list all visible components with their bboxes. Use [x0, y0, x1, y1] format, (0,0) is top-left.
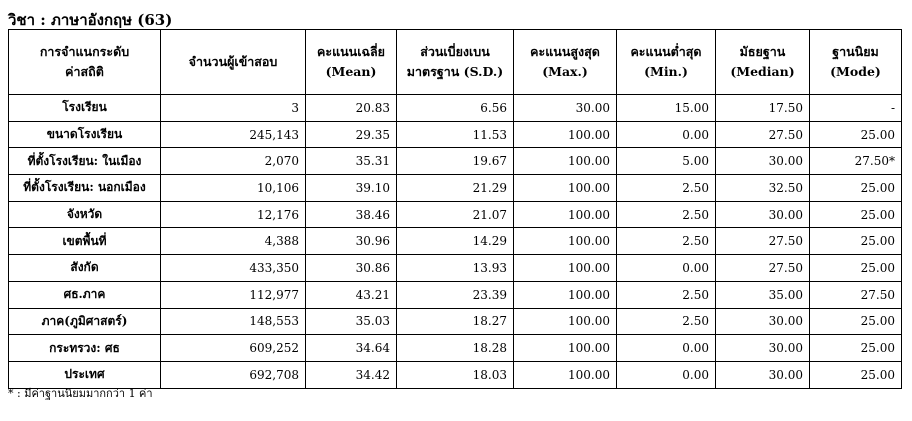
sd-cell: 6.56 — [397, 95, 514, 122]
header-line-1: คะแนนต่ำสุด — [630, 44, 702, 59]
row-label: ประเทศ — [9, 361, 161, 388]
mean-cell: 35.31 — [306, 148, 397, 175]
median-cell: 30.00 — [716, 335, 810, 362]
header-line-2: (Max.) — [542, 64, 588, 79]
subject-title: วิชา : ภาษาอังกฤษ (63) — [8, 11, 173, 29]
max-cell: 100.00 — [514, 308, 617, 335]
table-row — [9, 148, 902, 175]
median-cell: 30.00 — [716, 361, 810, 388]
min-cell: 0.00 — [617, 335, 716, 362]
examinees-cell: 112,977 — [161, 281, 306, 308]
row-label: ขนาดโรงเรียน — [9, 121, 161, 148]
median-cell: 27.50 — [716, 228, 810, 255]
table-row — [9, 175, 902, 202]
header-line-2: (Median) — [730, 64, 795, 79]
max-cell: 100.00 — [514, 361, 617, 388]
sd-cell: 11.53 — [397, 121, 514, 148]
sd-cell: 18.27 — [397, 308, 514, 335]
mode-cell: 25.00 — [810, 255, 902, 282]
mode-cell: 25.00 — [810, 335, 902, 362]
row-label: จังหวัด — [9, 201, 161, 228]
examinees-cell: 148,553 — [161, 308, 306, 335]
examinees-cell: 433,350 — [161, 255, 306, 282]
min-cell: 2.50 — [617, 228, 716, 255]
row-label: ที่ตั้งโรงเรียน: นอกเมือง — [9, 175, 161, 202]
header-line-1: ส่วนเบี่ยงเบน — [420, 44, 490, 59]
header-line-1: คะแนนเฉลี่ย — [317, 44, 385, 59]
examinees-cell: 4,388 — [161, 228, 306, 255]
row-label: ภาค(ภูมิศาสตร์) — [9, 308, 161, 335]
min-cell: 0.00 — [617, 255, 716, 282]
row-label: ศธ.ภาค — [9, 281, 161, 308]
mean-cell: 29.35 — [306, 121, 397, 148]
mean-cell: 30.96 — [306, 228, 397, 255]
header-line-1: จำนวนผู้เข้าสอบ — [188, 54, 278, 69]
mean-cell: 34.42 — [306, 361, 397, 388]
mean-cell: 43.21 — [306, 281, 397, 308]
header-max — [514, 30, 617, 95]
sd-cell: 14.29 — [397, 228, 514, 255]
min-cell: 0.00 — [617, 121, 716, 148]
median-cell: 17.50 — [716, 95, 810, 122]
header-line-1: มัธยฐาน — [739, 44, 786, 59]
min-cell: 5.00 — [617, 148, 716, 175]
max-cell: 100.00 — [514, 255, 617, 282]
row-label: โรงเรียน — [9, 95, 161, 122]
row-label: เขตพื้นที่ — [9, 228, 161, 255]
table-header-row — [9, 30, 902, 95]
min-cell: 2.50 — [617, 281, 716, 308]
examinees-cell: 10,106 — [161, 175, 306, 202]
sd-cell: 19.67 — [397, 148, 514, 175]
header-mode — [810, 30, 902, 95]
max-cell: 100.00 — [514, 335, 617, 362]
header-median — [716, 30, 810, 95]
header-line-1: ฐานนิยม — [832, 44, 879, 59]
table-row — [9, 201, 902, 228]
max-cell: 100.00 — [514, 201, 617, 228]
header-classification — [9, 30, 161, 95]
header-mean — [306, 30, 397, 95]
header-line-1: คะแนนสูงสุด — [530, 44, 600, 59]
mode-cell: 25.00 — [810, 228, 902, 255]
table-row — [9, 335, 902, 362]
sd-cell: 23.39 — [397, 281, 514, 308]
table-row — [9, 95, 902, 122]
max-cell: 100.00 — [514, 121, 617, 148]
header-examinees — [161, 30, 306, 95]
mean-cell: 38.46 — [306, 201, 397, 228]
examinees-cell: 692,708 — [161, 361, 306, 388]
median-cell: 27.50 — [716, 121, 810, 148]
statistics-table — [8, 29, 902, 389]
table-row — [9, 121, 902, 148]
row-label: ที่ตั้งโรงเรียน: ในเมือง — [9, 148, 161, 175]
min-cell: 15.00 — [617, 95, 716, 122]
median-cell: 30.00 — [716, 201, 810, 228]
header-line-2: (Mode) — [830, 64, 881, 79]
min-cell: 0.00 — [617, 361, 716, 388]
header-line-1: การจำแนกระดับ — [39, 44, 130, 59]
mode-cell: 27.50* — [810, 148, 902, 175]
table-row — [9, 308, 902, 335]
header-min — [617, 30, 716, 95]
row-label: กระทรวง: ศธ — [9, 335, 161, 362]
max-cell: 30.00 — [514, 95, 617, 122]
mode-cell: 25.00 — [810, 361, 902, 388]
mean-cell: 35.03 — [306, 308, 397, 335]
mean-cell: 39.10 — [306, 175, 397, 202]
header-line-2: ค่าสถิติ — [65, 64, 104, 79]
mode-cell: - — [810, 95, 902, 122]
table-body — [9, 95, 902, 389]
median-cell: 32.50 — [716, 175, 810, 202]
min-cell: 2.50 — [617, 201, 716, 228]
examinees-cell: 3 — [161, 95, 306, 122]
examinees-cell: 2,070 — [161, 148, 306, 175]
mode-cell: 25.00 — [810, 201, 902, 228]
table-row — [9, 281, 902, 308]
row-label: สังกัด — [9, 255, 161, 282]
mean-cell: 20.83 — [306, 95, 397, 122]
mean-cell: 30.86 — [306, 255, 397, 282]
examinees-cell: 12,176 — [161, 201, 306, 228]
sd-cell: 18.28 — [397, 335, 514, 362]
table-row — [9, 228, 902, 255]
header-line-2: มาตรฐาน (S.D.) — [406, 64, 504, 79]
median-cell: 27.50 — [716, 255, 810, 282]
max-cell: 100.00 — [514, 281, 617, 308]
min-cell: 2.50 — [617, 308, 716, 335]
sd-cell: 13.93 — [397, 255, 514, 282]
min-cell: 2.50 — [617, 175, 716, 202]
header-line-2: (Mean) — [325, 64, 377, 79]
examinees-cell: 609,252 — [161, 335, 306, 362]
examinees-cell: 245,143 — [161, 121, 306, 148]
mode-cell: 25.00 — [810, 308, 902, 335]
median-cell: 35.00 — [716, 281, 810, 308]
mean-cell: 34.64 — [306, 335, 397, 362]
max-cell: 100.00 — [514, 228, 617, 255]
sd-cell: 18.03 — [397, 361, 514, 388]
header-line-2: (Min.) — [644, 64, 688, 79]
header-sd — [397, 30, 514, 95]
sd-cell: 21.29 — [397, 175, 514, 202]
median-cell: 30.00 — [716, 308, 810, 335]
median-cell: 30.00 — [716, 148, 810, 175]
max-cell: 100.00 — [514, 175, 617, 202]
mode-cell: 25.00 — [810, 121, 902, 148]
table-row — [9, 255, 902, 282]
mode-cell: 25.00 — [810, 175, 902, 202]
mode-cell: 27.50 — [810, 281, 902, 308]
footnote: * : มีค่าฐานนิยมมากกว่า 1 ค่า — [8, 387, 153, 400]
sd-cell: 21.07 — [397, 201, 514, 228]
max-cell: 100.00 — [514, 148, 617, 175]
